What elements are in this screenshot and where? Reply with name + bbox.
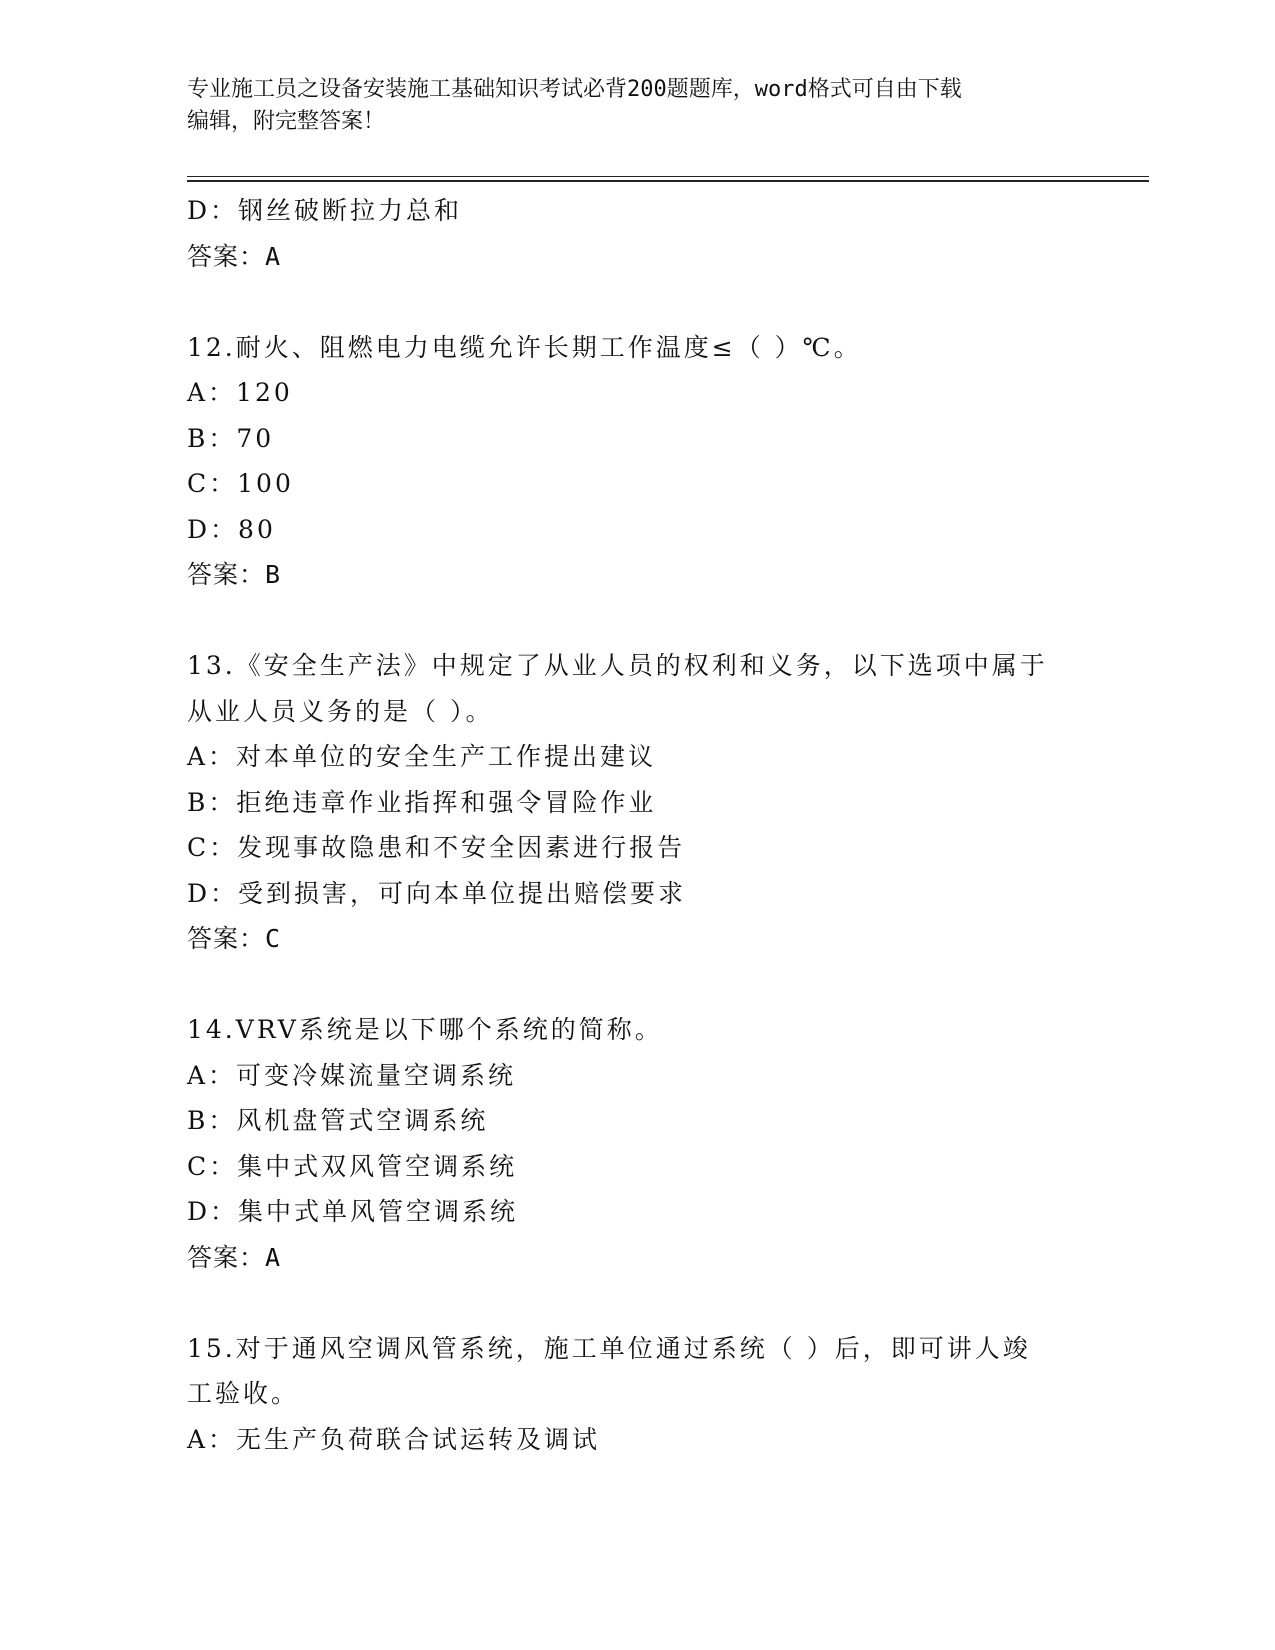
question-stem-continued: 从业人员义务的是（ ）。 xyxy=(187,696,494,726)
option-a: A：可变冷媒流量空调系统 xyxy=(187,1060,517,1090)
question-stem: 12.耐火、阻燃电力电缆允许长期工作温度≤（ ）℃。 xyxy=(187,332,862,362)
question-13 xyxy=(187,643,1087,962)
header-title-line-1: 专业施工员之设备安装施工基础知识考试必背200题题库，word格式可自由下载 xyxy=(187,77,962,102)
question-stem: 13.《安全生产法》中规定了从业人员的权利和义务，以下选项中属于 xyxy=(187,651,1048,680)
spacer xyxy=(187,598,1087,644)
option-d: D：80 xyxy=(187,514,276,544)
answer: 答案：A xyxy=(187,1242,282,1272)
option-d: D：受到损害，可向本单位提出赔偿要求 xyxy=(187,878,687,908)
question-stem-continued: 工验收。 xyxy=(187,1379,300,1408)
option-a: A：120 xyxy=(187,378,293,407)
header-title-line-2: 编辑，附完整答案！ xyxy=(187,109,386,134)
option-a: A：无生产负荷联合试运转及调试 xyxy=(187,1424,601,1454)
option-d: D：钢丝破断拉力总和 xyxy=(187,196,463,225)
option-c: C：发现事故隐患和不安全因素进行报告 xyxy=(187,833,686,862)
option-a: A：对本单位的安全生产工作提出建议 xyxy=(187,742,657,771)
question-stem: 15.对于通风空调风管系统，施工单位通过系统（ ）后，即可讲人竣 xyxy=(187,1333,1031,1363)
question-15 xyxy=(187,1326,1087,1463)
header-divider xyxy=(187,176,1149,182)
option-b: B：风机盘管式空调系统 xyxy=(187,1106,489,1135)
option-b: B：70 xyxy=(187,423,275,453)
question-14 xyxy=(187,1007,1087,1280)
spacer xyxy=(187,962,1087,1008)
option-c: C：100 xyxy=(187,469,294,498)
answer: 答案：B xyxy=(187,560,282,589)
option-b: B：拒绝违章作业指挥和强令冒险作业 xyxy=(187,787,657,817)
spacer xyxy=(187,1280,1087,1326)
answer: 答案：C xyxy=(187,924,282,953)
answer: 答案：A xyxy=(187,241,282,271)
spacer xyxy=(187,279,1087,325)
question-list xyxy=(187,188,1087,1462)
question-stem: 14.VRV系统是以下哪个系统的简称。 xyxy=(187,1015,663,1044)
option-c: C：集中式双风管空调系统 xyxy=(187,1151,518,1181)
question-12 xyxy=(187,325,1087,598)
option-d: D：集中式单风管空调系统 xyxy=(187,1197,519,1226)
page-header xyxy=(187,74,1087,138)
